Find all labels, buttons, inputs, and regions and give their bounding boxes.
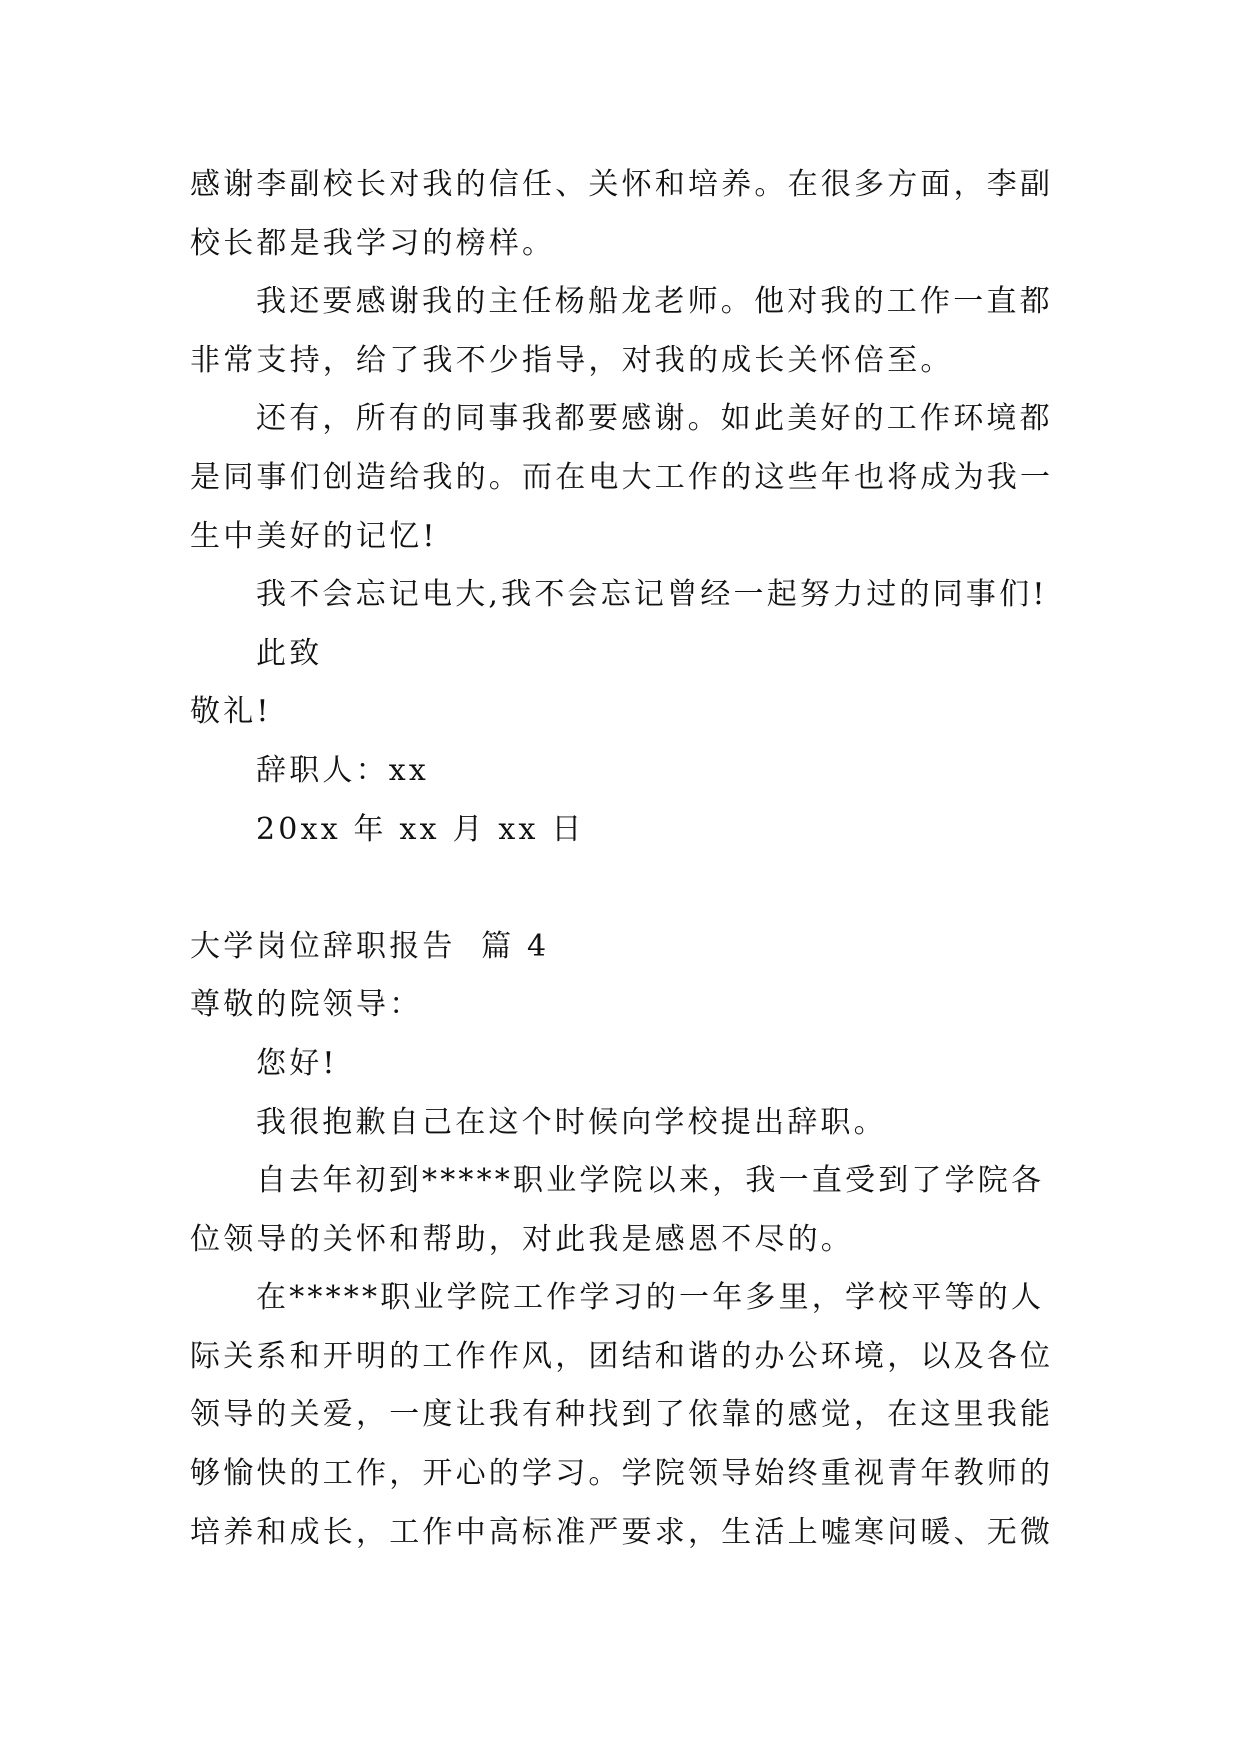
date-line: 20xx 年 xx 月 xx 日	[256, 811, 585, 847]
salutation: 尊敬的院领导：	[190, 987, 423, 1023]
section-title: 大学岗位辞职报告 篇 4	[190, 928, 550, 964]
text-line: 我很抱歉自己在这个时候向学校提出辞职。	[256, 1104, 887, 1140]
text-line: 位领导的关怀和帮助，对此我是感恩不尽的。	[190, 1221, 854, 1257]
text-line: 校长都是我学习的榜样。	[190, 225, 556, 261]
text-line: 感谢李副校长对我的信任、关怀和培养。在很多方面，李副	[190, 167, 1054, 202]
document-body	[190, 156, 1070, 1562]
text-line: 非常支持，给了我不少指导，对我的成长关怀倍至。	[190, 342, 954, 378]
text-line: 自去年初到*****职业学院以来，我一直受到了学院各	[256, 1163, 1045, 1199]
text-line: 生中美好的记忆!	[190, 518, 438, 554]
text-line: 我还要感谢我的主任杨船龙老师。他对我的工作一直都	[256, 284, 1053, 320]
text-line: 在*****职业学院工作学习的一年多里，学校平等的人	[256, 1280, 1045, 1316]
text-line: 够愉快的工作，开心的学习。学院领导始终重视青年教师的	[190, 1456, 1054, 1492]
text-line: 培养和成长，工作中高标准严要求，生活上嘘寒问暖、无微	[190, 1514, 1054, 1550]
text-line: 我不会忘记电大,我不会忘记曾经一起努力过的同事们!	[256, 577, 1048, 613]
signer-line: 辞职人：xx	[256, 752, 430, 788]
text-line: 领导的关爱，一度让我有种找到了依靠的感觉，在这里我能	[190, 1397, 1054, 1433]
text-line: 际关系和开明的工作作风，团结和谐的办公环境，以及各位	[190, 1338, 1054, 1374]
regards-line: 敬礼!	[190, 694, 272, 730]
closing-line: 此致	[256, 635, 323, 671]
text-line: 还有，所有的同事我都要感谢。如此美好的工作环境都	[256, 401, 1053, 437]
text-line: 是同事们创造给我的。而在电大工作的这些年也将成为我一	[190, 459, 1054, 495]
greeting: 您好!	[256, 1045, 338, 1081]
